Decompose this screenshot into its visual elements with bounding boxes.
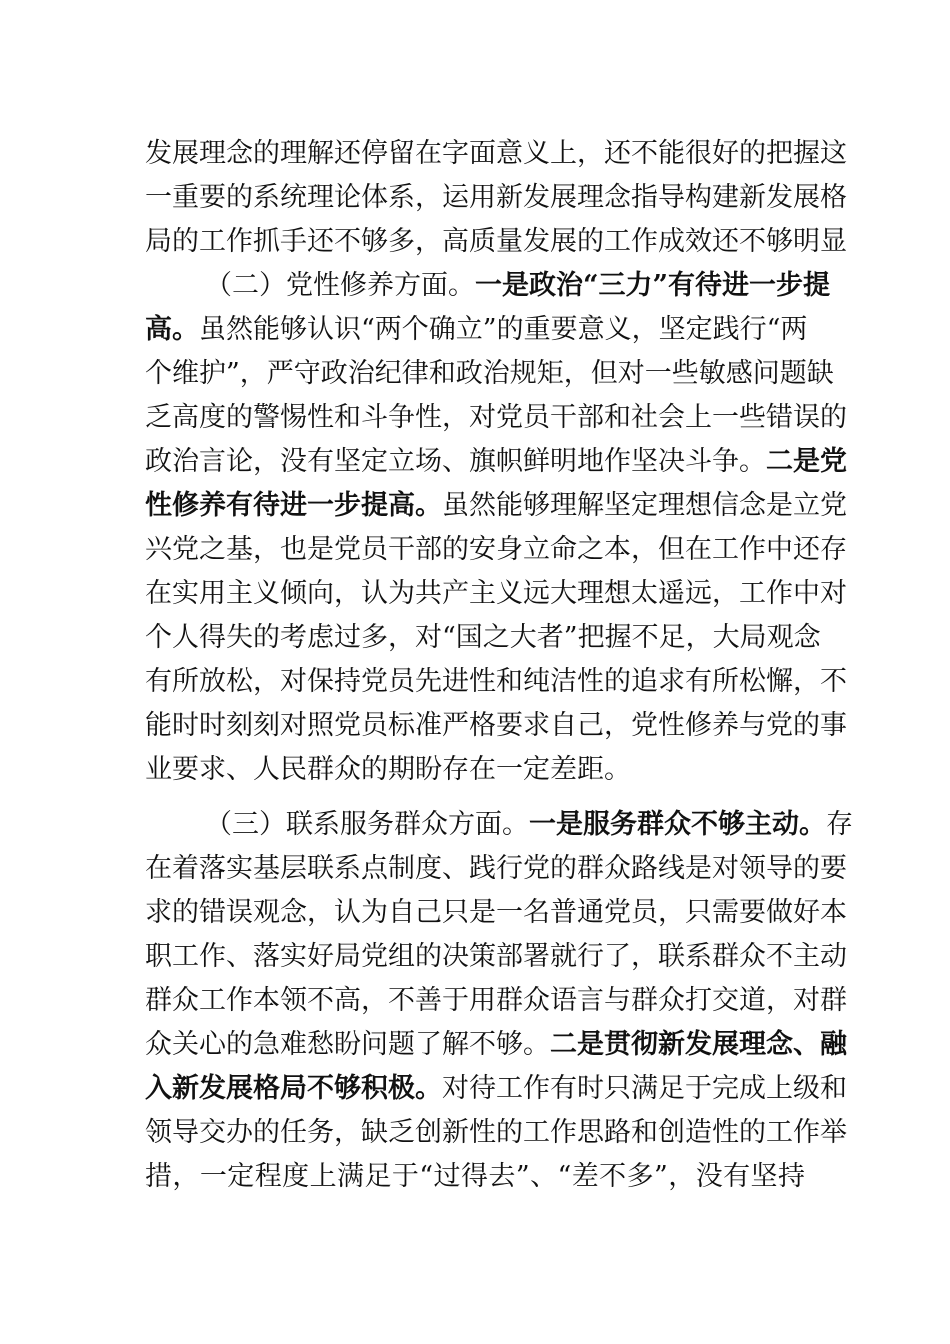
text-line: 业要求、人民群众的期盼存在一定差距。 [145, 754, 631, 785]
text-line: 在着落实基层联系点制度、践行党的群众路线是对领导的要 [145, 853, 847, 884]
text-line: 性修养有待进一步提高。虽然能够理解坚定理想信念是立党 [145, 490, 847, 521]
text-line: 能时时刻刻对照党员标准严格要求自己，党性修养与党的事 [145, 710, 847, 741]
text-line: 入新发展格局不够积极。对待工作有时只满足于完成上级和 [145, 1073, 847, 1104]
text-line: 政治言论，没有坚定立场、旗帜鲜明地作坚决斗争。二是党 [145, 446, 847, 477]
text-line: 个维护”，严守政治纪律和政治规矩，但对一些敏感问题缺 [145, 358, 834, 389]
text-line: 一重要的系统理论体系，运用新发展理念指导构建新发展格 [145, 182, 847, 213]
text-line: 发展理念的理解还停留在字面意义上，还不能很好的把握这 [145, 138, 847, 169]
text-line: 求的错误观念，认为自己只是一名普通党员，只需要做好本 [145, 897, 847, 928]
text-line: 措，一定程度上满足于“过得去”、“差不多”，没有坚持 [145, 1161, 805, 1192]
text-line: 局的工作抓手还不够多，高质量发展的工作成效还不够明显 [145, 226, 847, 257]
text-line: 众关心的急难愁盼问题了解不够。二是贯彻新发展理念、融 [145, 1029, 847, 1060]
text-line: 有所放松，对保持党员先进性和纯洁性的追求有所松懈，不 [145, 666, 847, 697]
text-line: 领导交办的任务，缺乏创新性的工作思路和创造性的工作举 [145, 1117, 847, 1148]
text-line: 乏高度的警惕性和斗争性，对党员干部和社会上一些错误的 [145, 402, 847, 433]
text-line: 高。虽然能够认识“两个确立”的重要意义，坚定践行“两 [145, 314, 808, 345]
text-line: 兴党之基，也是党员干部的安身立命之本，但在工作中还存 [145, 534, 847, 565]
text-line: 职工作、落实好局党组的决策部署就行了，联系群众不主动 [145, 941, 847, 972]
text-line: 个人得失的考虑过多，对“国之大者”把握不足，大局观念 [145, 622, 821, 653]
text-line: 群众工作本领不高，不善于用群众语言与群众打交道，对群 [145, 985, 847, 1016]
text-line: 在实用主义倾向，认为共产主义远大理想太遥远，工作中对 [145, 578, 847, 609]
section-heading-3-line: （三）联系服务群众方面。一是服务群众不够主动。存 [205, 809, 853, 840]
section-heading-2-line: （二）党性修养方面。一是政治“三力”有待进一步提 [205, 270, 831, 301]
